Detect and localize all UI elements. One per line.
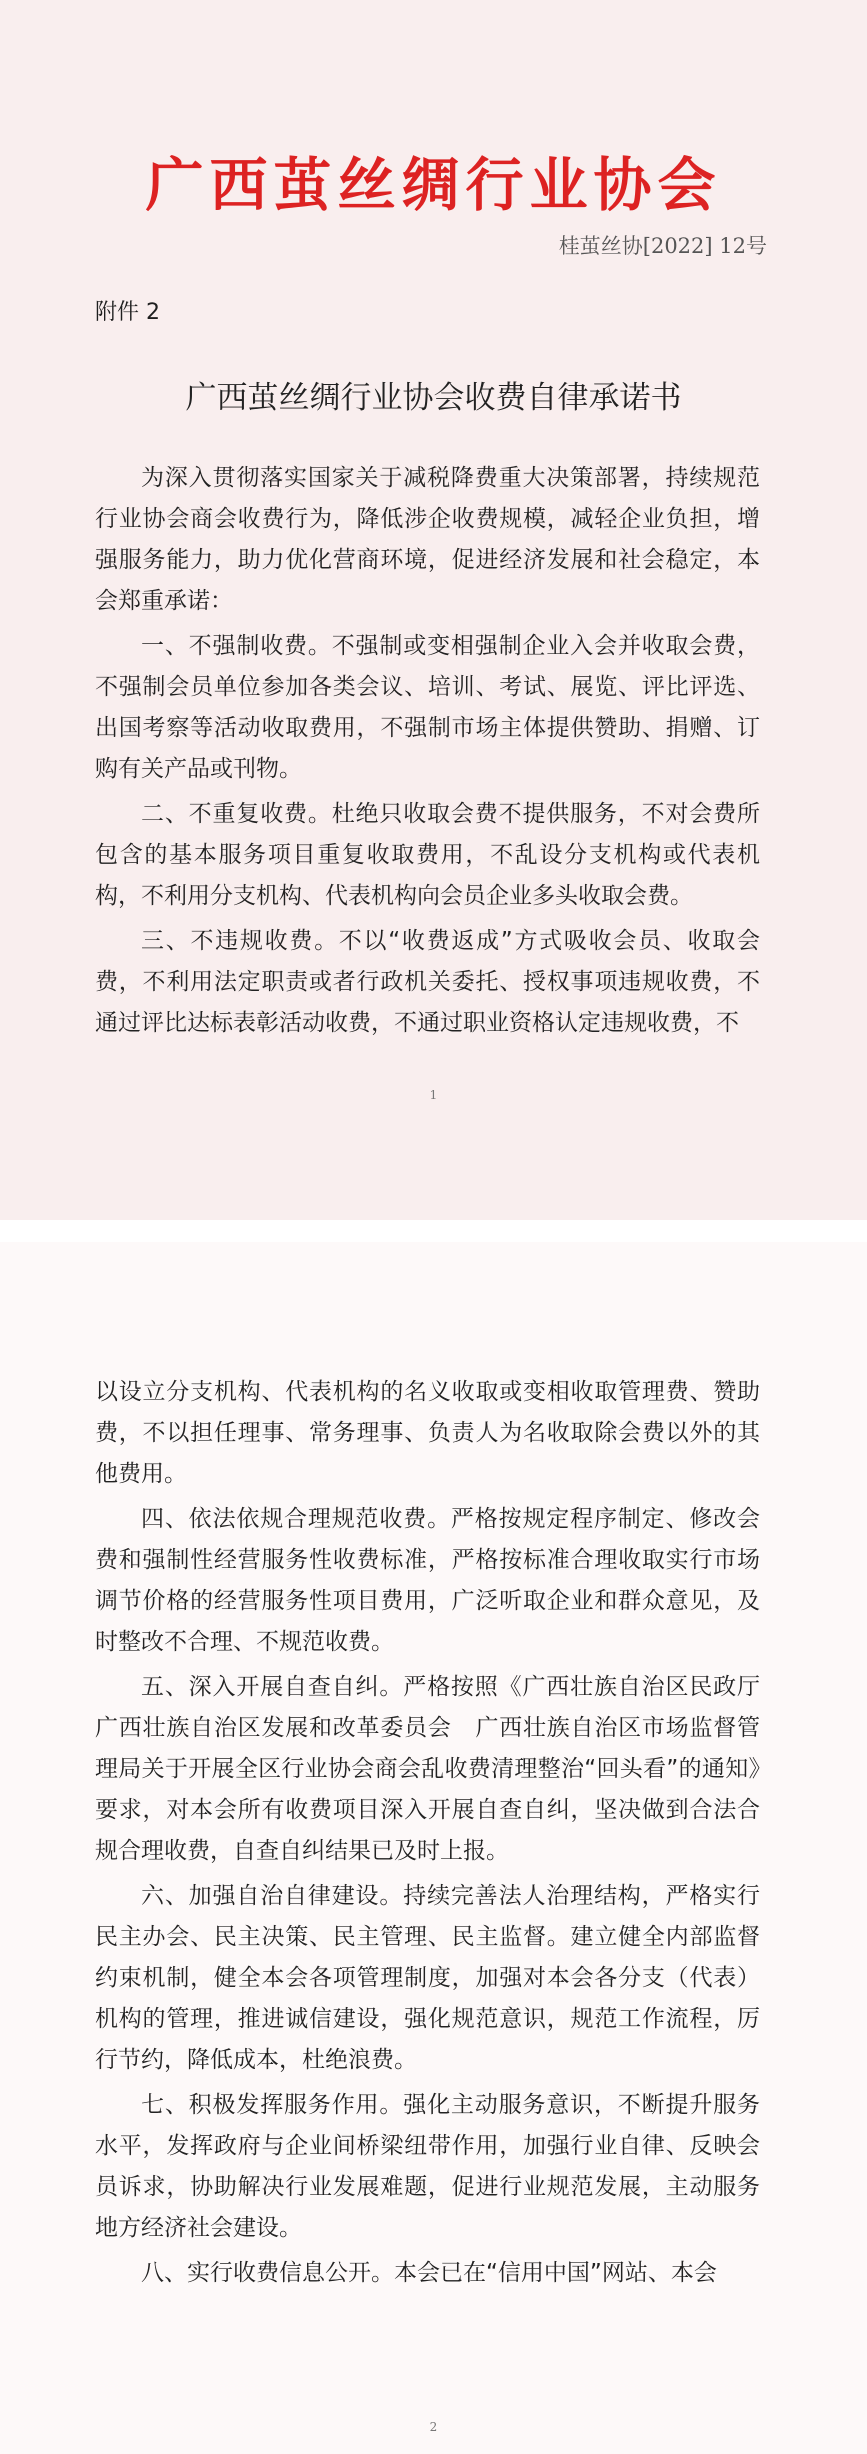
page-1-body <box>95 458 760 1048</box>
attachment-label: 附件 2 <box>95 300 160 325</box>
paragraph: 为深入贯彻落实国家关于减税降费重大决策部署，持续规范行业协会商会收费行为，降低涉企收费规模，减轻企业负担，增强服务能力，助力优化营商环境，促进经济发展和社会稳定，本会郑重承诺： <box>95 465 760 614</box>
paragraph: 七、积极发挥服务作用。强化主动服务意识，不断提升服务水平，发挥政府与企业间桥梁纽带作用，加强行业自律、反映会员诉求，协助解决行业发展难题，促进行业规范发展，主动服务地方经济社会建设。 <box>95 2092 760 2241</box>
page-number: 1 <box>429 1088 438 1102</box>
paragraph: 二、不重复收费。杜绝只收取会费不提供服务，不对会费所包含的基本服务项目重复收取费用，不乱设分支机构或代表机构，不利用分支机构、代表机构向会员企业多头收取会费。 <box>95 801 760 909</box>
page-2-body <box>95 1372 760 2298</box>
document-number: 桂茧丝协[2022] 12号 <box>558 234 767 258</box>
paragraph: 八、实行收费信息公开。本会已在“信用中国”网站、本会 <box>141 2260 717 2286</box>
paragraph: 四、依法依规合理规范收费。严格按规定程序制定、修改会费和强制性经营服务性收费标准，严格按标准合理收取实行市场调节价格的经营服务性项目费用，广泛听取企业和群众意见，及时整改不合理、不规范收费。 <box>95 1506 760 1655</box>
document-page-1 <box>0 0 867 1220</box>
page-separator <box>0 1220 867 1242</box>
page-number: 2 <box>429 2420 438 2434</box>
paragraph: 五、深入开展自查自纠。严格按照《广西壮族自治区民政厅 广西壮族自治区发展和改革委员会 广西壮族自治区市场监督管理局关于开展全区行业协会商会乱收费清理整治“回头看”的通知》要求，对本会所有收费项目深入开展自查自纠，坚决做到合法合规合理收费，自查自纠结果已及时上报。 <box>95 1674 760 1864</box>
paragraph: 三、不违规收费。不以“收费返成”方式吸收会员、收取会费，不利用法定职责或者行政机关委托、授权事项违规收费，不通过评比达标表彰活动收费，不通过职业资格认定违规收费，不 <box>95 928 760 1036</box>
organization-title: 广西茧丝绸行业协会 <box>145 151 722 219</box>
document-page-2 <box>0 1242 867 2454</box>
paragraph: 一、不强制收费。不强制或变相强制企业入会并收取会费，不强制会员单位参加各类会议、培训、考试、展览、评比评选、出国考察等活动收取费用，不强制市场主体提供赞助、捐赠、订购有关产品或刊物。 <box>95 633 760 782</box>
paragraph: 六、加强自治自律建设。持续完善法人治理结构，严格实行民主办会、民主决策、民主管理、民主监督。建立健全内部监督约束机制，健全本会各项管理制度，加强对本会各分支（代表）机构的管理，推进诚信建设，强化规范意识，规范工作流程，厉行节约，降低成本，杜绝浪费。 <box>95 1883 760 2073</box>
document-heading: 广西茧丝绸行业协会收费自律承诺书 <box>185 380 682 416</box>
paragraph: 以设立分支机构、代表机构的名义收取或变相收取管理费、赞助费，不以担任理事、常务理事、负责人为名收取除会费以外的其他费用。 <box>95 1379 760 1487</box>
